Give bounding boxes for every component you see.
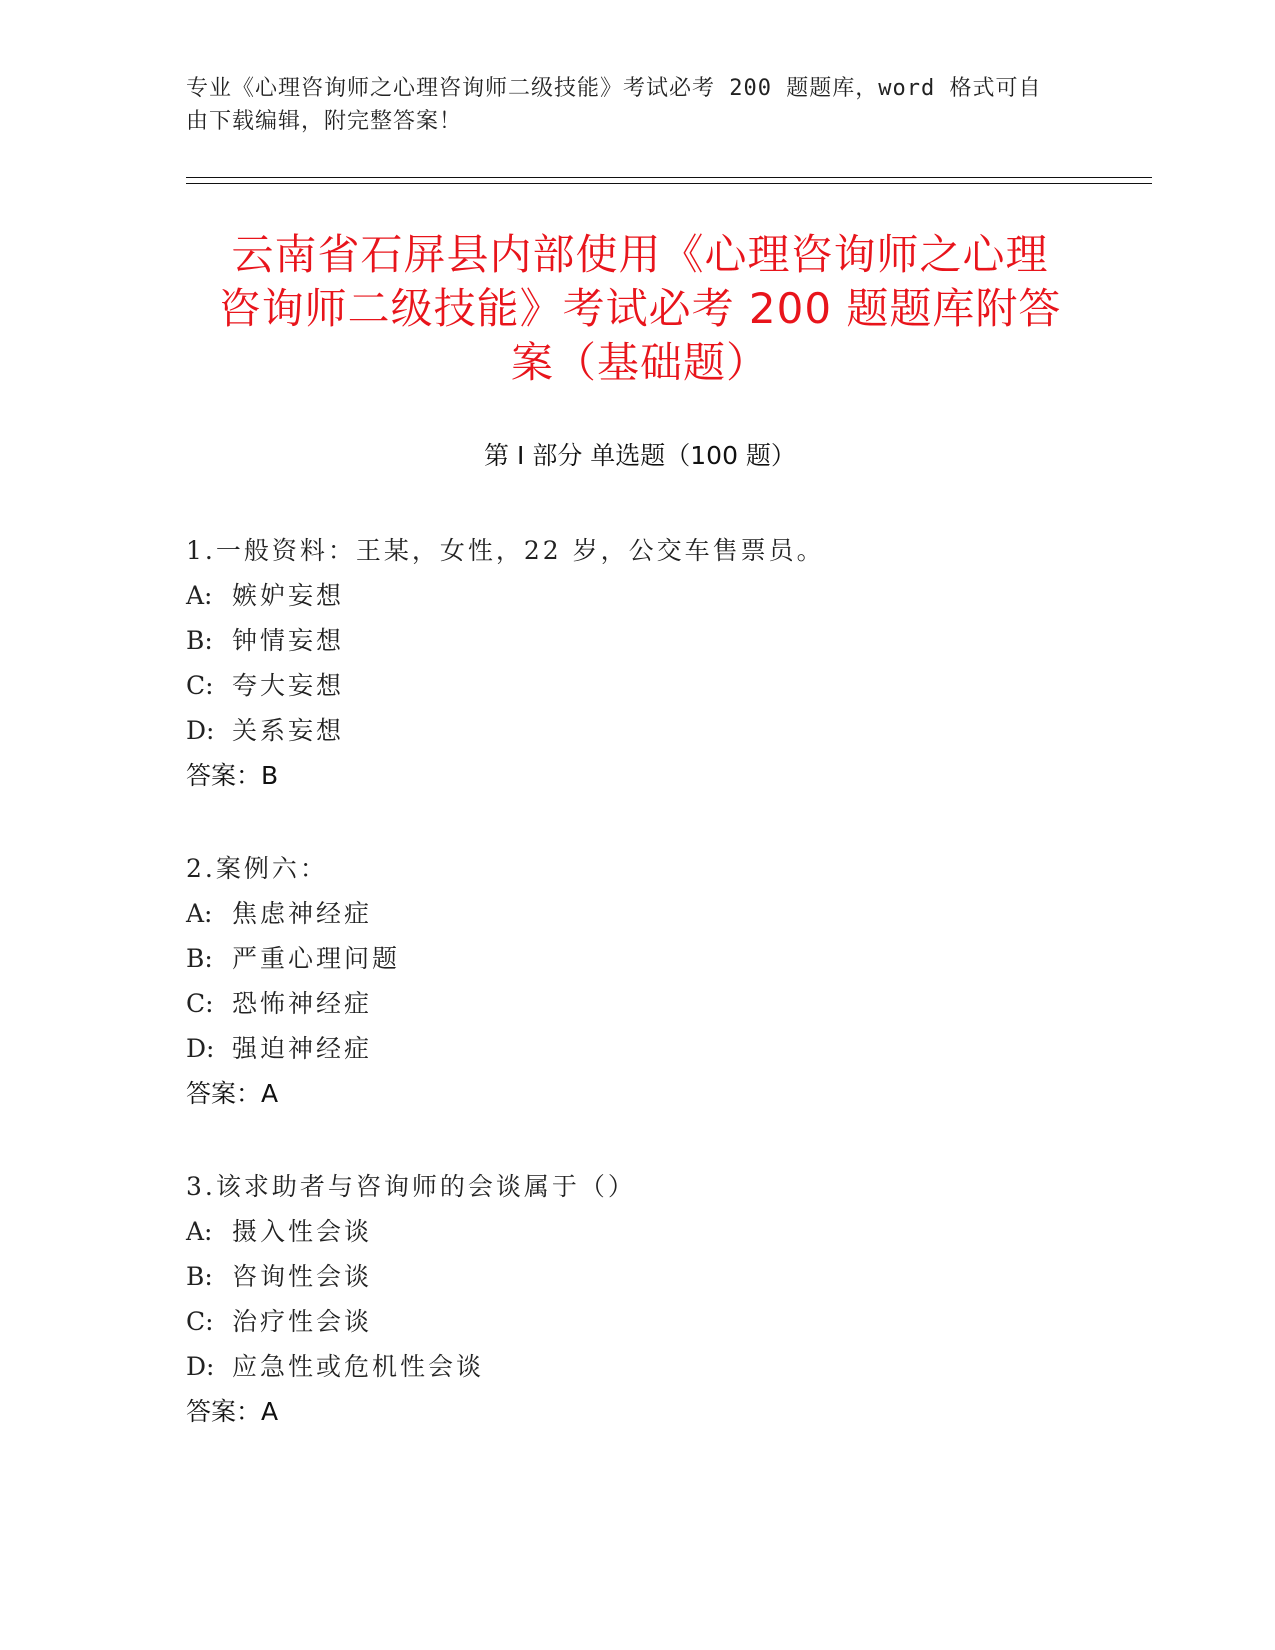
option-text: 应急性或危机性会谈 — [232, 1352, 485, 1381]
option-letter: A: — [186, 899, 213, 928]
answer-line: 答案：A — [186, 1079, 279, 1108]
option-text: 钟情妄想 — [232, 626, 345, 655]
option-c — [186, 663, 1146, 708]
option-d — [186, 1344, 1146, 1389]
option-letter: C: — [186, 1307, 214, 1336]
answer-line: 答案：B — [186, 761, 279, 790]
option-d — [186, 1026, 1146, 1071]
document-title-line-1: 云南省石屏县内部使用《心理咨询师之心理 — [231, 230, 1049, 279]
option-letter: B: — [186, 944, 213, 973]
option-text: 严重心理问题 — [232, 944, 401, 973]
question-3 — [186, 1164, 1146, 1434]
option-a — [186, 573, 1146, 618]
option-d — [186, 708, 1146, 753]
section-title: 第 I 部分 单选题（100 题） — [484, 441, 796, 470]
option-text: 夸大妄想 — [232, 671, 345, 700]
option-letter: B: — [186, 626, 213, 655]
option-letter: A: — [186, 1217, 213, 1246]
header-note-line-2: 由下载编辑，附完整答案！ — [186, 109, 463, 134]
question-stem: 3.该求助者与咨询师的会谈属于（） — [186, 1172, 636, 1201]
document-title-line-2: 咨询师二级技能》考试必考 200 题题库附答 — [218, 284, 1062, 333]
document-title — [186, 228, 1094, 390]
question-stem: 2.案例六： — [186, 854, 328, 883]
header-divider-top — [186, 177, 1152, 178]
option-letter: C: — [186, 671, 214, 700]
option-c — [186, 1299, 1146, 1344]
header-note — [186, 72, 1066, 138]
header-divider-bottom — [186, 183, 1152, 184]
option-a — [186, 1209, 1146, 1254]
option-c — [186, 981, 1146, 1026]
option-b — [186, 1254, 1146, 1299]
option-text: 焦虑神经症 — [232, 899, 373, 928]
document-title-line-3: 案（基础题） — [510, 338, 769, 387]
option-letter: D: — [186, 1352, 215, 1381]
option-letter: D: — [186, 1034, 215, 1063]
question-stem: 1.一般资料：王某，女性，22 岁，公交车售票员。 — [186, 536, 825, 565]
option-letter: B: — [186, 1262, 213, 1291]
option-text: 摄入性会谈 — [232, 1217, 373, 1246]
answer-line: 答案：A — [186, 1397, 279, 1426]
option-text: 关系妄想 — [232, 716, 345, 745]
question-1 — [186, 528, 1146, 798]
question-2 — [186, 846, 1146, 1116]
option-text: 治疗性会谈 — [232, 1307, 373, 1336]
option-b — [186, 618, 1146, 663]
option-text: 嫉妒妄想 — [232, 581, 345, 610]
option-letter: A: — [186, 581, 213, 610]
option-b — [186, 936, 1146, 981]
option-a — [186, 891, 1146, 936]
option-text: 恐怖神经症 — [232, 989, 373, 1018]
option-letter: D: — [186, 716, 215, 745]
option-text: 咨询性会谈 — [232, 1262, 373, 1291]
option-text: 强迫神经症 — [232, 1034, 373, 1063]
header-note-line-1: 专业《心理咨询师之心理咨询师二级技能》考试必考 200 题题库，word 格式可自 — [186, 76, 1042, 101]
option-letter: C: — [186, 989, 214, 1018]
